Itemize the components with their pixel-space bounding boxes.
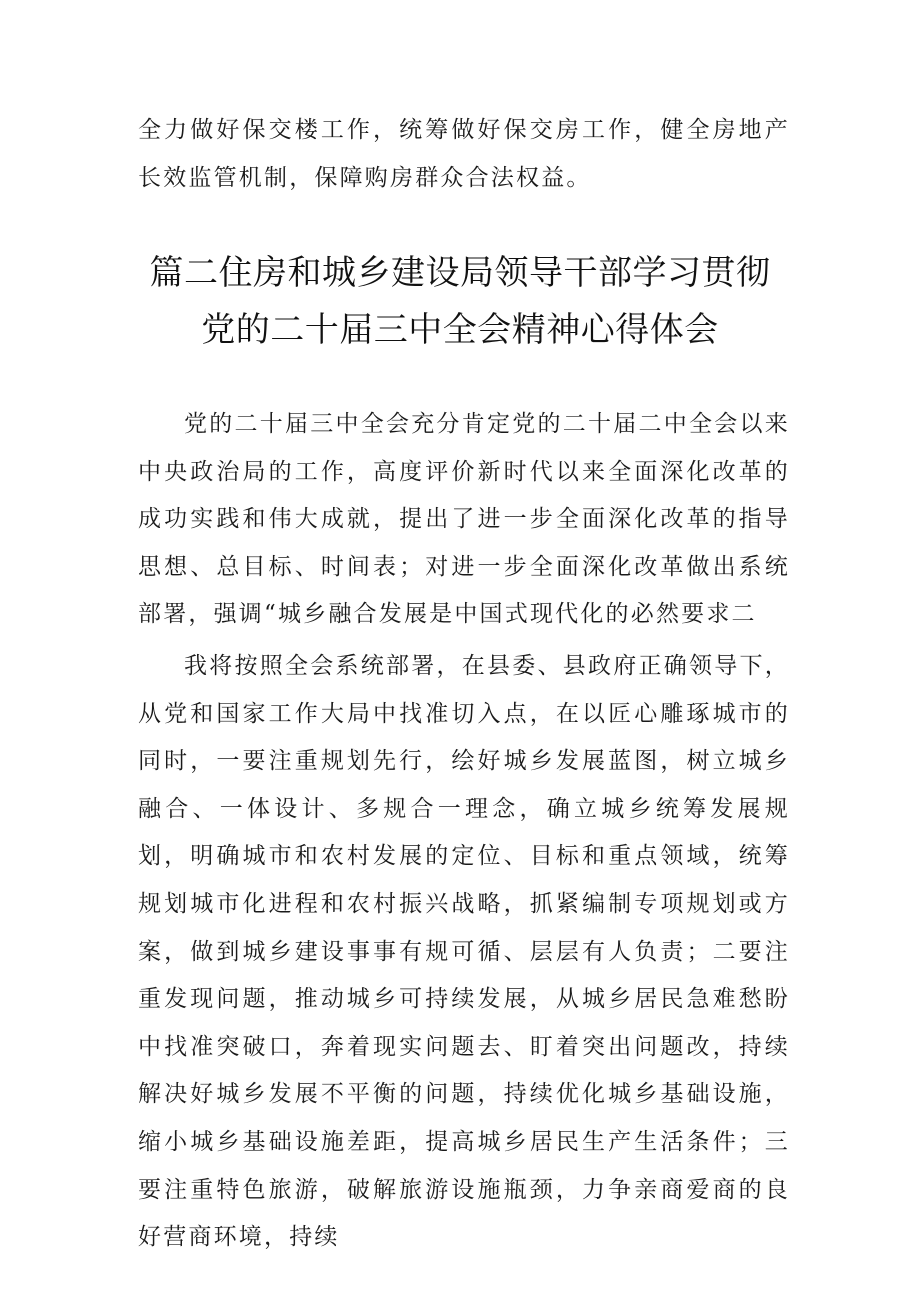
article-title: [120, 245, 800, 359]
title-line-1: 篇二住房和城乡建设局领导干部学习贯彻: [149, 253, 771, 293]
title-line-2: 党的二十届三中全会精神心得体会: [201, 310, 719, 350]
body-paragraph-1: 党的二十届三中全会充分肯定党的二十届二中全会以来中央政治局的工作，高度评价新时代以来全面深化改革的成功实践和伟大成就，提出了进一步全面深化改革的指导思想、总目标、时间表；对进一步全面深化改革做出系统部署，强调“城乡融合发展是中国式现代化的必然要求二: [138, 411, 790, 628]
body-paragraph-2: 我将按照全会系统部署，在县委、县政府正确领导下，从党和国家工作大局中找准切入点，在以匠心雕琢城市的同时，一要注重规划先行，绘好城乡发展蓝图，树立城乡融合、一体设计、多规合一理念，确立城乡统筹发展规划，明确城市和农村发展的定位、目标和重点领域，统筹规划城市化进程和农村振兴战略，抓紧编制专项规划或方案，做到城乡建设事事有规可循、层层有人负责；二要注重发现问题，推动城乡可持续发展，从城乡居民急难愁盼中找准突破口，奔着现实问题去、盯着突出问题改，持续解决好城乡发展不平衡的问题，持续优化城乡基础设施，缩小城乡基础设施差距，提高城乡居民生产生活条件；三要注重特色旅游，破解旅游设施瓶颈，力争亲商爱商的良好营商环境，持续: [138, 653, 790, 1251]
continuation-paragraph: 全力做好保交楼工作，统筹做好保交房工作，健全房地产长效监管机制，保障购房群众合法权益。: [138, 117, 790, 191]
